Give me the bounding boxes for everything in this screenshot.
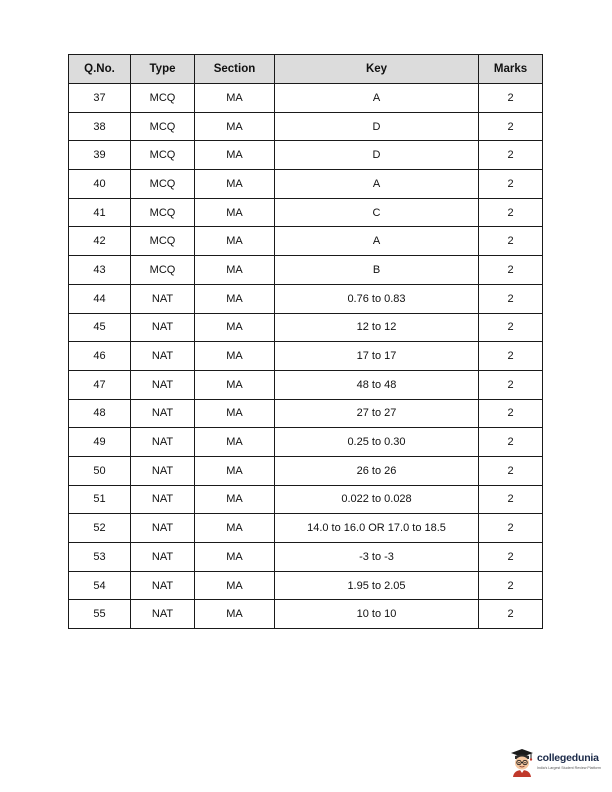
cell-section: MA [195, 571, 275, 600]
cell-section: MA [195, 456, 275, 485]
cell-marks: 2 [479, 227, 543, 256]
cell-type: NAT [131, 370, 195, 399]
cell-key: A [275, 84, 479, 113]
cell-key: D [275, 112, 479, 141]
cell-key: 14.0 to 16.0 OR 17.0 to 18.5 [275, 514, 479, 543]
cell-qno: 44 [69, 284, 131, 313]
cell-key: 12 to 12 [275, 313, 479, 342]
cell-marks: 2 [479, 456, 543, 485]
header-key: Key [275, 55, 479, 84]
cell-key: 27 to 27 [275, 399, 479, 428]
cell-qno: 48 [69, 399, 131, 428]
cell-section: MA [195, 600, 275, 629]
cell-marks: 2 [479, 84, 543, 113]
cell-type: NAT [131, 342, 195, 371]
table-row [69, 141, 543, 170]
cell-type: MCQ [131, 198, 195, 227]
cell-section: MA [195, 342, 275, 371]
cell-marks: 2 [479, 198, 543, 227]
cell-type: NAT [131, 514, 195, 543]
cell-section: MA [195, 399, 275, 428]
table-row [69, 256, 543, 285]
brand-tagline: India's Largest Student Review Platform [537, 766, 601, 770]
table-row [69, 84, 543, 113]
cell-section: MA [195, 227, 275, 256]
table-row [69, 428, 543, 457]
cell-section: MA [195, 170, 275, 199]
table-body [69, 84, 543, 629]
cell-qno: 52 [69, 514, 131, 543]
cell-type: NAT [131, 284, 195, 313]
cell-key: D [275, 141, 479, 170]
cell-key: 17 to 17 [275, 342, 479, 371]
cell-section: MA [195, 256, 275, 285]
table-row [69, 284, 543, 313]
table-row [69, 600, 543, 629]
cell-section: MA [195, 543, 275, 572]
cell-marks: 2 [479, 428, 543, 457]
cell-key: 0.022 to 0.028 [275, 485, 479, 514]
table-row [69, 485, 543, 514]
cell-qno: 46 [69, 342, 131, 371]
cell-section: MA [195, 198, 275, 227]
cell-type: NAT [131, 600, 195, 629]
cell-key: 0.76 to 0.83 [275, 284, 479, 313]
table-header [69, 55, 543, 84]
cell-qno: 42 [69, 227, 131, 256]
cell-type: NAT [131, 543, 195, 572]
cell-key: 10 to 10 [275, 600, 479, 629]
header-marks: Marks [479, 55, 543, 84]
cell-marks: 2 [479, 485, 543, 514]
cell-section: MA [195, 514, 275, 543]
cell-key: A [275, 170, 479, 199]
cell-type: NAT [131, 399, 195, 428]
header-qno: Q.No. [69, 55, 131, 84]
cell-qno: 54 [69, 571, 131, 600]
brand-name: collegedunia [537, 752, 599, 764]
cell-marks: 2 [479, 342, 543, 371]
table-row [69, 514, 543, 543]
cell-type: MCQ [131, 84, 195, 113]
table-row [69, 170, 543, 199]
cell-type: NAT [131, 313, 195, 342]
cell-type: NAT [131, 456, 195, 485]
cell-qno: 39 [69, 141, 131, 170]
cell-key: 48 to 48 [275, 370, 479, 399]
cell-qno: 49 [69, 428, 131, 457]
table-row [69, 313, 543, 342]
cell-key: 1.95 to 2.05 [275, 571, 479, 600]
cell-qno: 47 [69, 370, 131, 399]
cell-marks: 2 [479, 141, 543, 170]
cell-section: MA [195, 284, 275, 313]
student-mascot-icon [510, 748, 534, 778]
cell-key: B [275, 256, 479, 285]
table-row [69, 456, 543, 485]
cell-section: MA [195, 141, 275, 170]
cell-marks: 2 [479, 600, 543, 629]
cell-marks: 2 [479, 571, 543, 600]
cell-qno: 37 [69, 84, 131, 113]
cell-qno: 50 [69, 456, 131, 485]
table-row [69, 370, 543, 399]
cell-marks: 2 [479, 514, 543, 543]
table-row [69, 342, 543, 371]
cell-section: MA [195, 370, 275, 399]
cell-qno: 41 [69, 198, 131, 227]
cell-type: MCQ [131, 141, 195, 170]
cell-type: MCQ [131, 170, 195, 199]
table-row [69, 227, 543, 256]
cell-marks: 2 [479, 284, 543, 313]
cell-type: NAT [131, 485, 195, 514]
cell-qno: 40 [69, 170, 131, 199]
header-type: Type [131, 55, 195, 84]
cell-key: 26 to 26 [275, 456, 479, 485]
cell-marks: 2 [479, 313, 543, 342]
table-header-row [69, 55, 543, 84]
table-row [69, 198, 543, 227]
cell-key: C [275, 198, 479, 227]
table-row [69, 571, 543, 600]
cell-type: MCQ [131, 256, 195, 285]
table-row [69, 112, 543, 141]
cell-section: MA [195, 112, 275, 141]
cell-type: MCQ [131, 112, 195, 141]
cell-type: NAT [131, 571, 195, 600]
cell-section: MA [195, 84, 275, 113]
cell-marks: 2 [479, 112, 543, 141]
cell-qno: 45 [69, 313, 131, 342]
cell-qno: 51 [69, 485, 131, 514]
cell-qno: 55 [69, 600, 131, 629]
cell-qno: 43 [69, 256, 131, 285]
table-row [69, 399, 543, 428]
cell-qno: 38 [69, 112, 131, 141]
cell-type: MCQ [131, 227, 195, 256]
cell-section: MA [195, 313, 275, 342]
answer-key-table [68, 54, 543, 629]
cell-type: NAT [131, 428, 195, 457]
cell-section: MA [195, 485, 275, 514]
cell-section: MA [195, 428, 275, 457]
cell-qno: 53 [69, 543, 131, 572]
cell-key: -3 to -3 [275, 543, 479, 572]
table-row [69, 543, 543, 572]
cell-marks: 2 [479, 399, 543, 428]
header-section: Section [195, 55, 275, 84]
cell-marks: 2 [479, 256, 543, 285]
cell-marks: 2 [479, 370, 543, 399]
cell-marks: 2 [479, 170, 543, 199]
collegedunia-brand [510, 748, 610, 782]
cell-key: 0.25 to 0.30 [275, 428, 479, 457]
cell-marks: 2 [479, 543, 543, 572]
cell-key: A [275, 227, 479, 256]
